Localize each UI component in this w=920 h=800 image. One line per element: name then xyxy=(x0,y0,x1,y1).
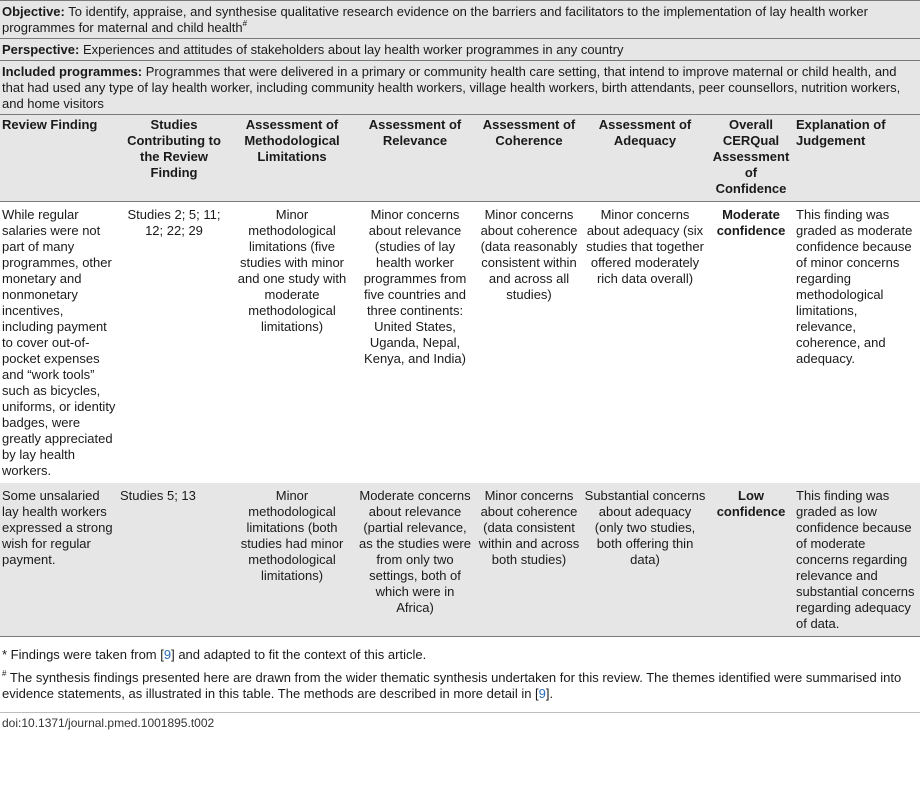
footnote-synthesis-prefix: The synthesis findings presented here are drawn from the wider thematic synthesis undertaken for this review. The themes identified were summarised into evidence statements, as illustrated in this table. The methods are described in more detail in [ xyxy=(2,670,902,701)
header-studies: Studies Contributing to the Review Finding xyxy=(118,115,230,202)
included-programmes-text: Programmes that were delivered in a primary or community health care setting, that intend to improve maternal or child health, and that had used any type of lay health worker, including community health workers, village health workers, birth attendants, peer counsellors, nutrition workers, and home visitors xyxy=(2,64,901,111)
included-programmes-row xyxy=(0,61,920,115)
header-methodological: Assessment of Methodological Limitations xyxy=(230,115,354,202)
cell-finding: While regular salaries were not part of many programmes, other monetary and nonmonetary incentives, including payment to cover out-of-pocket expenses and “work tools” such as bicycles, uniforms, or identity badges, were greatly appreciated by lay health workers. xyxy=(2,207,116,478)
header-coherence: Assessment of Coherence xyxy=(476,115,582,202)
cell-relevance: Minor concerns about relevance (studies of lay health worker programmes from five countries and three continents: United States, Uganda, Nepal, Kenya, and India) xyxy=(363,207,467,366)
objective-row xyxy=(0,1,920,39)
objective-footnote-mark: # xyxy=(242,19,248,28)
doi-line: doi:10.1371/journal.pmed.1001895.t002 xyxy=(0,712,920,731)
header-adequacy: Assessment of Adequacy xyxy=(582,115,708,202)
reference-link[interactable]: 9 xyxy=(538,686,546,701)
cell-studies: Studies 5; 13 xyxy=(118,483,230,637)
cell-relevance: Moderate concerns about relevance (partial relevance, as the studies were from only two settings, both of which were in Africa) xyxy=(354,483,476,637)
footnote-synthesis xyxy=(2,670,918,702)
cell-finding: Some unsalaried lay health workers expressed a strong wish for regular payment. xyxy=(0,483,118,637)
header-explanation: Explanation of Judgement xyxy=(794,115,920,202)
cell-studies: Studies 2; 5; 11; 12; 22; 29 xyxy=(127,207,221,238)
cell-confidence: Low confidence xyxy=(708,483,794,637)
included-programmes-label: Included programmes: xyxy=(2,64,143,79)
objective-text: To identify, appraise, and synthesise qualitative research evidence on the barriers and facilitators to the implementation of lay health worker programmes for maternal and child health xyxy=(2,4,868,35)
header-row xyxy=(0,115,920,202)
cell-methodological: Minor methodological limitations (both studies had minor methodological limitations) xyxy=(230,483,354,637)
table-row xyxy=(0,202,920,484)
reference-link[interactable]: 9 xyxy=(163,647,172,662)
cell-explanation: This finding was graded as low confidence because of moderate concerns regarding relevance and substantial concerns regarding adequacy of data. xyxy=(794,483,920,637)
header-relevance: Assessment of Relevance xyxy=(354,115,476,202)
footnote-synthesis-suffix: ]. xyxy=(545,686,554,701)
cell-adequacy: Substantial concerns about adequacy (only two studies, both offering thin data) xyxy=(582,483,708,637)
perspective-label: Perspective: xyxy=(2,42,80,57)
objective-label: Objective: xyxy=(2,4,65,19)
footnote-findings-suffix: ] and adapted to fit the context of this article. xyxy=(171,647,427,662)
cell-coherence: Minor concerns about coherence (data consistent within and across both studies) xyxy=(476,483,582,637)
cell-explanation: This finding was graded as moderate confidence because of minor concerns regarding methodological limitations, relevance, coherence, and adequacy. xyxy=(796,207,913,366)
table-row xyxy=(0,483,920,637)
header-review-finding: Review Finding xyxy=(0,115,118,202)
table-footnotes xyxy=(0,637,920,702)
footnote-findings xyxy=(2,647,918,663)
cell-confidence: Moderate confidence xyxy=(716,207,786,238)
footnote-synthesis-mark: # xyxy=(2,669,7,678)
cell-methodological: Minor methodological limitations (five studies with minor and one study with moderate methodological limitations) xyxy=(237,207,347,334)
cerqual-table xyxy=(0,115,920,637)
cell-coherence: Minor concerns about coherence (data reasonably consistent within and across all studies) xyxy=(480,207,578,302)
footnote-findings-prefix: * Findings were taken from [ xyxy=(2,647,164,662)
header-confidence: Overall CERQual Assessment of Confidence xyxy=(708,115,794,202)
perspective-text: Experiences and attitudes of stakeholders about lay health worker programmes in any country xyxy=(79,42,624,57)
cell-adequacy: Minor concerns about adequacy (six studies that together offered moderately rich data overall) xyxy=(586,207,704,286)
perspective-row xyxy=(0,39,920,61)
